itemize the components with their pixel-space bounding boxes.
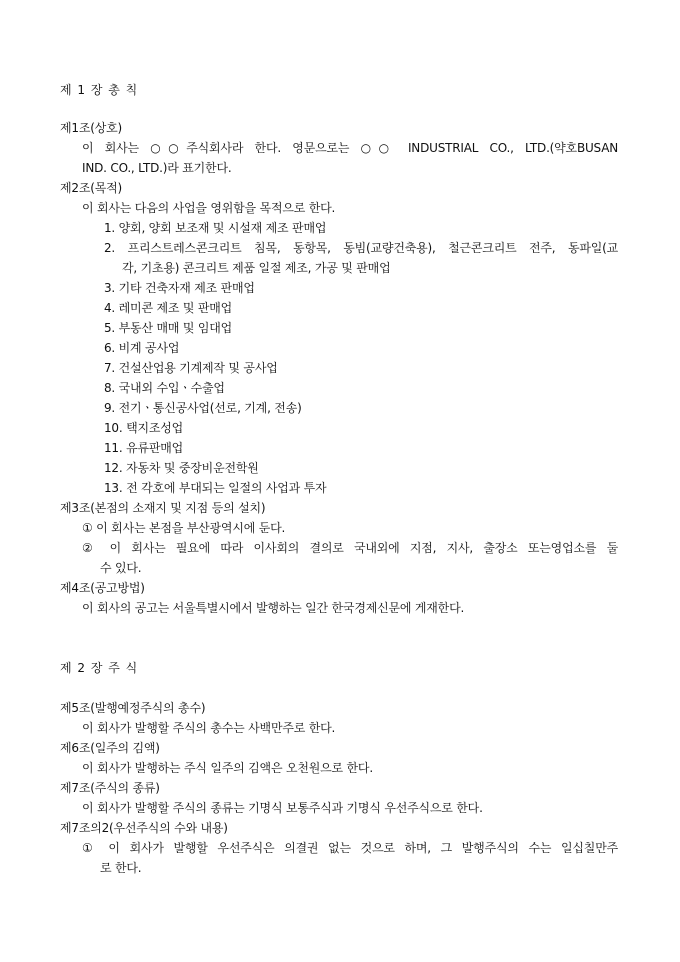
article-2-item-5: 5. 부동산 매매 및 임대업 [104, 321, 233, 335]
article-2-item-8: 8. 국내외 수입ㆍ수출업 [104, 381, 225, 395]
article-2-item-3: 3. 기타 건축자재 제조 판매업 [104, 281, 255, 295]
article-2-item-6: 6. 비계 공사업 [104, 341, 180, 355]
article-1-heading: 제1조(상호) [60, 121, 122, 135]
article-3-paragraph-1: ① 이 회사는 본점을 부산광역시에 둔다. [82, 521, 286, 535]
article-1-text-line2: IND. CO., LTD.)라 표기한다. [82, 161, 232, 175]
article-2-heading: 제2조(목적) [60, 181, 122, 195]
article-2-item-11: 11. 유류판매업 [104, 441, 184, 455]
article-1-text-line1: 이 회사는 ○○주식회사라 한다. 영문으로는 ○○ INDUSTRIAL CO., LTD.(약호BUSAN [82, 141, 618, 155]
article-2-item-7: 7. 건설산업용 기계제작 및 공사업 [104, 361, 278, 375]
article-7-2-paragraph-1-line2: 로 한다. [100, 861, 142, 875]
article-7-2-paragraph-1-line1: ① 이 회사가 발행할 우선주식은 의결권 없는 것으로 하며, 그 발행주식의 수는 일십칠만주 [82, 841, 618, 855]
article-2-item-2-line1: 2. 프리스트레스콘크리트 침목, 동항목, 동빔(교량건축용), 철근콘크리트 전주, 동파일(교 [104, 241, 618, 255]
article-2-item-2-line2: 각, 기초용) 콘크리트 제품 일절 제조, 가공 및 판매업 [122, 261, 391, 275]
article-5-heading: 제5조(발행예정주식의 총수) [60, 701, 206, 715]
article-2-item-1: 1. 양회, 양회 보조재 및 시설재 제조 판매업 [104, 221, 327, 235]
article-2-item-13: 13. 전 각호에 부대되는 일절의 사업과 투자 [104, 481, 327, 495]
article-3-heading: 제3조(본점의 소재지 및 지점 등의 설치) [60, 501, 266, 515]
article-3-paragraph-2-line1: ② 이 회사는 필요에 따라 이사회의 결의로 국내외에 지점, 지사, 출장소 또는영업소를 둘 [82, 541, 618, 555]
article-2-item-4: 4. 레미콘 제조 및 판매업 [104, 301, 233, 315]
article-7-heading: 제7조(주식의 종류) [60, 781, 160, 795]
article-6-heading: 제6조(일주의 김액) [60, 741, 160, 755]
article-2-intro: 이 회사는 다음의 사업을 영위함을 목적으로 한다. [82, 201, 336, 215]
article-2-item-12: 12. 자동차 및 중장비운전학원 [104, 461, 259, 475]
article-4-text: 이 회사의 공고는 서울특별시에서 발행하는 일간 한국경제신문에 게재한다. [82, 601, 465, 615]
article-2-item-9: 9. 전기ㆍ통신공사업(선로, 기계, 전송) [104, 401, 302, 415]
article-3-paragraph-2-line2: 수 있다. [100, 561, 142, 575]
chapter-1-title: 제 1 장 총 칙 [60, 83, 139, 97]
article-4-heading: 제4조(공고방법) [60, 581, 145, 595]
chapter-2-title: 제 2 장 주 식 [60, 661, 139, 675]
article-5-text: 이 회사가 발행할 주식의 총수는 사백만주로 한다. [82, 721, 336, 735]
article-7-text: 이 회사가 발행할 주식의 종류는 기명식 보통주식과 기명식 우선주식으로 한다. [82, 801, 483, 815]
article-7-2-heading: 제7조의2(우선주식의 수와 내용) [60, 821, 228, 835]
article-6-text: 이 회사가 발행하는 주식 일주의 김액은 오천원으로 한다. [82, 761, 373, 775]
article-2-item-10: 10. 택지조성업 [104, 421, 184, 435]
